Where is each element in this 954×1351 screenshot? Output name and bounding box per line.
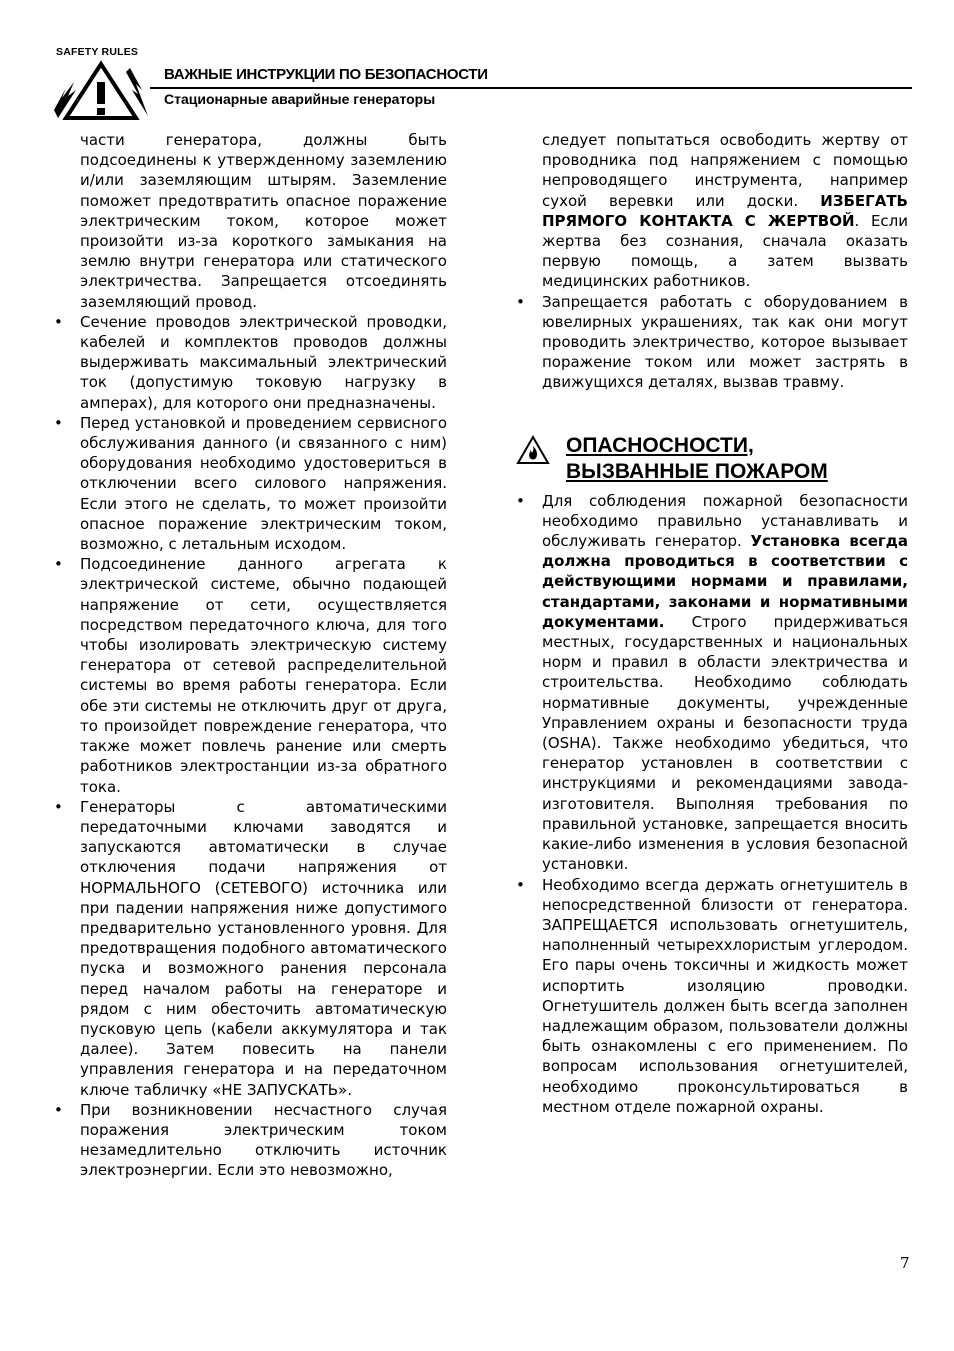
list-item-text: При возникновении несчастного случая поражения электрическим током незамедлительно отключить источник электроэнергии. Если это невозможно, — [80, 1100, 447, 1180]
left-column — [54, 130, 447, 1181]
text-run: Строго придерживаться местных, государственных и национальных норм и правил в области электричества и строительства. Необходимо соблюдать нормативные документы, учрежденные Управлением охраны и безопасности труда (OSHA). Также необходимо убедиться, что генератор установлен в соответствии с инструкциями и рекомендациями завода-изготовителя. Выполняя требования по правильной установке, запрещается вносить какие-либо изменения в условия безопасной установки. — [542, 612, 908, 874]
list-item-text: Сечение проводов электрической проводки, кабелей и комплектов проводов должны выдерживать максимальный электрический ток (допустимую токовую нагрузку в амперах), для которого они предназначены. — [80, 312, 447, 412]
text-run: . Если жертва без сознания, сначала оказать первую помощь, а затем вызвать медицинских работников. — [542, 211, 908, 291]
emphasis-text: ИЗБЕГАТЬ ПРЯМОГО КОНТАКТА С ЖЕРТВОЙ — [542, 191, 908, 230]
list-item-text: Подсоединение данного агрегата к электрической системе, обычно подающей напряжение от сети, осуществляется посредством передаточного ключа, для того чтобы изолировать электрическую систему генератора от сетевой распределительной системы во время работы генератора. Если обе эти системы не отключить друг от друга, то произойдет повреждение генератора, что также может повлечь ранение или смерть работников электростанции из-за обратного тока. — [80, 555, 447, 796]
list-item-text: Запрещается работать с оборудованием в ювелирных украшениях, так как они могут проводить электричество, которое вызывает поражение током или может застрять в движущихся деталях, вызвав травму. — [542, 292, 908, 392]
list-item — [54, 312, 447, 413]
continued-paragraph — [516, 130, 908, 292]
list-item — [54, 554, 447, 796]
right-column — [516, 130, 908, 1117]
list-item-text: Генераторы с автоматическими передаточными ключами заводятся и запускаются автоматически в случае отключения подачи напряжения от НОРМАЛЬНОГО (СЕТЕВОГО) источника или при падении напряжения ниже допустимого предварительно установленного уровня. Для предотвращения подобного автоматического пуска и возможного ранения персонала перед началом работы на генераторе и рядом с ним обесточить автоматическую пусковую цепь (кабели аккумулятора и так далее). Затем повесить на панели управления генератора и на передаточном ключе табличку «НЕ ЗАПУСКАТЬ». — [80, 797, 447, 1099]
bullet: • — [54, 797, 63, 816]
bullet: • — [54, 312, 63, 331]
bullet: • — [516, 491, 525, 510]
section-title — [566, 433, 828, 485]
header-subtitle: Стационарные аварийные генераторы — [164, 91, 436, 107]
text-run: Для соблюдения пожарной безопасности необходимо правильно устанавливать и обслуживать генератор. — [542, 491, 908, 551]
list-item — [54, 797, 447, 1100]
logo-caption: SAFETY RULES — [56, 46, 139, 58]
list-item — [516, 292, 908, 393]
list-item-text: Перед установкой и проведением сервисного обслуживания данного (и связанного с ним) оборудования необходимо удостовериться в отключении всего силового напряжения. Если этого не сделать, то может произойти опасное поражение электрическим током, возможно, с летальным исходом. — [80, 413, 447, 554]
list-item — [516, 491, 908, 875]
bullet: • — [516, 292, 525, 311]
fire-warning-icon — [516, 435, 550, 465]
bullet: • — [54, 555, 63, 574]
bullet: • — [516, 875, 525, 894]
fire-hazards-heading — [516, 431, 908, 485]
header-rule — [150, 87, 912, 89]
header-title: ВАЖНЫЕ ИНСТРУКЦИИ ПО БЕЗОПАСНОСТИ — [164, 66, 488, 83]
bullet: • — [54, 413, 63, 432]
list-item — [516, 875, 908, 1117]
list-item — [54, 413, 447, 554]
continued-paragraph: части генератора, должны быть подсоединены к утвержденному заземлению и/или заземляющим штырям. Заземление поможет предотвратить опасное поражение электрическим током, которое может произойти из-за короткого замыкания на землю внутри генератора или статического электричества. Запрещается отсоединять заземляющий провод. — [80, 131, 447, 311]
electric-hazard-warning-icon — [52, 60, 150, 120]
emphasis-text: Установка всегда должна проводиться в соответствии с действующими нормами и правилами, стандартами, законами и нормативными документами. — [542, 532, 908, 631]
text-run: следует попытаться освободить жертву от проводника под напряжением с помощью непроводящего инструмента, например сухой веревки или доски. — [542, 131, 908, 210]
bullet: • — [54, 1100, 63, 1119]
list-item-text — [542, 492, 908, 874]
section-title-line: ВЫЗВАННЫЕ ПОЖАРОМ — [566, 459, 828, 483]
list-item — [54, 1100, 447, 1181]
section-title-line: ОПАСНОСНОСТИ, — [566, 433, 754, 457]
list-item-text: Необходимо всегда держать огнетушитель в непосредственной близости от генератора. ЗАПРЕЩАЕТСЯ использовать огнетушитель, наполненный четыреххлористым углеродом. Его пары очень токсичны и жидкость может испортить изоляцию проводки. Огнетушитель должен быть всегда заполнен надлежащим образом, пользователи должны быть ознакомлены с его применением. По вопросам использования огнетушителей, необходимо проконсультироваться в местном отделе пожарной охраны. — [542, 875, 908, 1116]
page-number: 7 — [900, 1254, 910, 1272]
